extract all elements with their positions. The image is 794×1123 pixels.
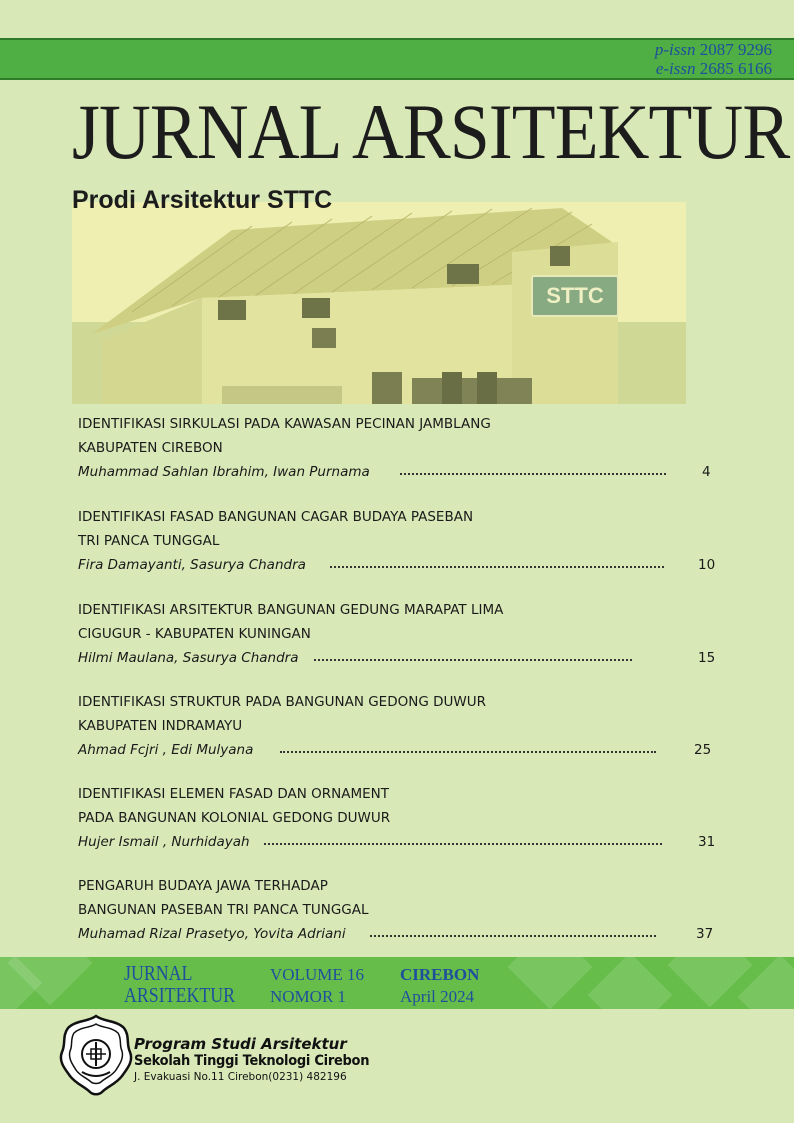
entry-title-line-2: CIGUGUR - KABUPATEN KUNINGAN [78,626,311,642]
leader-dots [280,751,656,753]
band-volume-info [270,964,364,1008]
entry-page: 25 [694,742,712,758]
school-name: Sekolah Tinggi Teknologi Cirebon [134,1053,370,1069]
toc-entry[interactable] [78,505,728,577]
program-name: Program Studi Arsitektur [134,1035,347,1053]
print-issn-value: 2087 9296 [699,40,772,59]
online-issn-label: e-issn [655,59,696,78]
entry-page: 37 [696,926,714,942]
online-issn-value: 2685 6166 [699,59,772,78]
leader-dots [314,659,632,661]
leader-dots [400,473,666,475]
date-label: April 2024 [400,987,475,1006]
entry-title-line-2: TRI PANCA TUNGGAL [78,533,220,549]
entry-authors: Fira Damayanti, Sasurya Chandra [78,557,306,573]
building-sign-text: STTC [546,283,604,308]
entry-title-line-1: IDENTIFIKASI ELEMEN FASAD DAN ORNAMENT [78,786,389,802]
print-issn-label: p-issn [654,40,696,59]
toc-entry[interactable] [78,412,728,484]
toc-entry[interactable] [78,598,728,670]
entry-title-line-2: KABUPATEN CIREBON [78,440,223,456]
band-journal-line-2: ARSITEKTUR [124,983,236,1007]
band-journal-name [124,962,235,1006]
entry-title-line-2: PADA BANGUNAN KOLONIAL GEDONG DUWUR [78,810,391,826]
issue-band [0,957,794,1009]
leader-dots [264,843,662,845]
entry-title-line-1: IDENTIFIKASI STRUKTUR PADA BANGUNAN GEDONG DUWUR [78,694,486,710]
toc-entry[interactable] [78,874,728,946]
city-label: CIREBON [400,965,480,984]
entry-title-line-2: KABUPATEN INDRAMAYU [78,718,243,734]
entry-page: 10 [698,557,716,573]
cover-photo [72,202,686,404]
institution-logo [58,1014,134,1096]
publisher-block [134,1036,387,1084]
entry-page: 15 [698,650,716,666]
entry-page: 31 [698,834,716,850]
leader-dots [370,935,656,937]
toc-entry[interactable] [78,782,728,854]
entry-title-line-2: BANGUNAN PASEBAN TRI PANCA TUNGGAL [78,902,369,918]
entry-authors: Hujer Ismail , Nurhidayah [78,834,250,850]
band-journal-line-1: JURNAL [124,961,193,985]
issn-block [655,40,772,78]
band-place-date [400,964,479,1008]
leader-dots [330,566,664,568]
entry-authors: Hilmi Maulana, Sasurya Chandra [78,650,299,666]
entry-title-line-1: IDENTIFIKASI SIRKULASI PADA KAWASAN PECINAN JAMBLANG [78,416,491,432]
entry-page: 4 [702,464,711,480]
school-address: J. Evakuasi No.11 Cirebon(0231) 482196 [134,1071,347,1083]
number-label: NOMOR 1 [270,987,347,1006]
journal-title: JURNAL ARSITEKTUR [72,88,790,175]
entry-title-line-1: IDENTIFIKASI ARSITEKTUR BANGUNAN GEDUNG MARAPAT LIMA [78,602,504,618]
volume-label: VOLUME 16 [270,965,364,984]
entry-authors: Ahmad Fcjri , Edi Mulyana [78,742,254,758]
toc-entry[interactable] [78,690,728,762]
building-illustration [72,202,686,404]
entry-authors: Muhammad Sahlan Ibrahim, Iwan Purnama [78,464,370,480]
journal-subtitle: Prodi Arsitektur STTC [72,186,333,214]
entry-authors: Muhamad Rizal Prasetyo, Yovita Adriani [78,926,346,942]
entry-title-line-1: PENGARUH BUDAYA JAWA TERHADAP [78,878,328,894]
entry-title-line-1: IDENTIFIKASI FASAD BANGUNAN CAGAR BUDAYA PASEBAN [78,509,474,525]
